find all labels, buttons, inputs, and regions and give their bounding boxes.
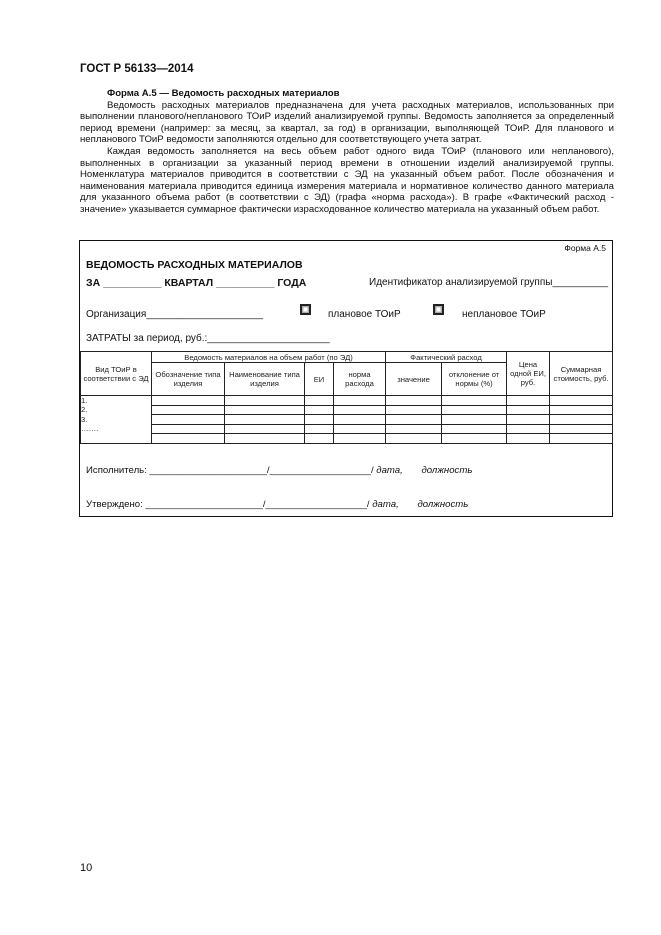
table-cell[interactable]	[442, 424, 507, 434]
unplanned-checkbox[interactable]	[433, 304, 444, 315]
table-cell[interactable]	[507, 424, 550, 434]
col-header-unit: ЕИ	[305, 363, 334, 396]
table-cell[interactable]	[225, 396, 305, 406]
table-cell[interactable]	[152, 415, 225, 425]
col-header-name: Наименование типа изделия	[225, 363, 305, 396]
costs-field[interactable]: ЗАТРАТЫ за период, руб.:______________________	[86, 333, 330, 344]
intro-paragraph-1: Ведомость расходных материалов предназначена для учета расходных материалов, использованных при выполнении планового/непланового ТОиР изделий анализируемой группы. Ведомость заполняется за определенный период времени (например: за месяц, за квартал, за год) в организации, выполняющей ТОиР. Для планового и непланового ТОиР ведомости заполняются отдельно для соответствующего учета затрат.	[80, 99, 614, 146]
table-cell[interactable]	[225, 434, 305, 444]
table-cell[interactable]	[507, 396, 550, 406]
form-number: Форма А.5	[564, 243, 606, 253]
intro-text	[80, 88, 614, 216]
row-label: 1.	[81, 396, 88, 405]
col-header-price: Цена одной ЕИ, руб.	[507, 352, 550, 396]
form-a5	[79, 240, 613, 517]
group-header-materials: Ведомость материалов на объем работ (по ЭД)	[152, 352, 386, 363]
table-cell[interactable]	[334, 424, 386, 434]
col-header-designation: Обозначение типа изделия	[152, 363, 225, 396]
col-header-value: значение	[386, 363, 442, 396]
table-cell[interactable]	[305, 434, 334, 444]
approved-signature-field[interactable]: ______________________/___________________/	[145, 499, 370, 510]
form-title: ВЕДОМОСТЬ РАСХОДНЫХ МАТЕРИАЛОВ	[86, 259, 303, 271]
col-header-type: Вид ТОиР в соответствии с ЭД	[81, 352, 152, 396]
table-cell[interactable]	[550, 415, 613, 425]
table-cell[interactable]	[152, 396, 225, 406]
table-row	[81, 415, 613, 425]
col-header-total: Суммарная стоимость, руб.	[550, 352, 613, 396]
planned-label: плановое ТОиР	[328, 309, 401, 320]
table-cell[interactable]	[152, 405, 225, 415]
table-row	[81, 434, 613, 444]
approved-label: Утверждено:	[86, 499, 143, 510]
table-cell[interactable]	[334, 415, 386, 425]
table-cell[interactable]	[386, 405, 442, 415]
table-cell[interactable]	[225, 405, 305, 415]
group-id-field[interactable]: Идентификатор анализируемой группы__________	[369, 277, 609, 288]
intro-paragraph-2: Каждая ведомость заполняется на весь объем работ одного вида ТОиР (планового или непланового), выполненных в организации за указанный период времени в отношении изделий анализируемой группы. Номенклатура материалов приводится в соответствии с ЭД на указанный объем работ. После обозначения и наименования материала приводится единица измерения материала и нормативное количество данного материала для указанного объема работ (в соответствии с ЭД) (графа «норма расхода»). В графе «Фактический расход - значение» указывается суммарное фактически израсходованное количество материала на указанный объем работ.	[80, 145, 614, 215]
table-cell[interactable]	[152, 434, 225, 444]
table-cell[interactable]	[550, 424, 613, 434]
table-cell[interactable]	[334, 405, 386, 415]
table-cell[interactable]	[386, 415, 442, 425]
table-cell[interactable]	[386, 434, 442, 444]
standard-header: ГОСТ Р 56133—2014	[80, 63, 194, 75]
table-cell[interactable]	[386, 424, 442, 434]
table-cell[interactable]	[442, 405, 507, 415]
planned-checkbox[interactable]	[300, 304, 311, 315]
table-cell[interactable]	[225, 415, 305, 425]
table-cell[interactable]	[225, 424, 305, 434]
executor-date-label: дата,	[376, 465, 403, 476]
table-cell[interactable]	[507, 434, 550, 444]
group-header-actual: Фактический расход	[386, 352, 507, 363]
approved-position-label: должность	[417, 499, 469, 510]
approved-row	[86, 499, 468, 510]
executor-label: Исполнитель:	[86, 465, 147, 476]
unplanned-label: неплановое ТОиР	[462, 309, 546, 320]
table-row	[81, 405, 613, 415]
table-row	[81, 396, 613, 406]
executor-signature-field[interactable]: ______________________/___________________/	[149, 465, 374, 476]
row-label: 2.	[81, 405, 88, 415]
table-cell[interactable]	[550, 396, 613, 406]
intro-title: Форма А.5 — Ведомость расходных материалов	[107, 88, 340, 99]
table-cell[interactable]	[442, 434, 507, 444]
organization-field[interactable]: Организация_____________________	[86, 309, 264, 320]
row-label: 3.	[81, 414, 88, 424]
col-header-norm: норма расхода	[334, 363, 386, 396]
table-cell[interactable]	[442, 396, 507, 406]
page-number: 10	[80, 862, 93, 874]
approved-date-label: дата,	[372, 499, 399, 510]
table-cell[interactable]	[305, 396, 334, 406]
table-cell[interactable]	[386, 396, 442, 406]
table-cell[interactable]	[334, 396, 386, 406]
row-label: …….	[81, 424, 99, 434]
table-cell[interactable]	[305, 424, 334, 434]
col-header-deviation: отклонение от нормы (%)	[442, 363, 507, 396]
table-cell[interactable]	[442, 415, 507, 425]
table-cell[interactable]	[507, 415, 550, 425]
table-row	[81, 424, 613, 434]
table-cell[interactable]	[550, 405, 613, 415]
period-line: ЗА __________ КВАРТАЛ __________ ГОДА	[86, 277, 307, 289]
row-labels-cell	[81, 396, 152, 444]
materials-table	[80, 351, 613, 444]
table-cell[interactable]	[550, 434, 613, 444]
executor-position-label: должность	[421, 465, 473, 476]
table-cell[interactable]	[305, 415, 334, 425]
table-cell[interactable]	[305, 405, 334, 415]
executor-row	[86, 465, 472, 476]
table-cell[interactable]	[334, 434, 386, 444]
table-cell[interactable]	[507, 405, 550, 415]
table-cell[interactable]	[152, 424, 225, 434]
